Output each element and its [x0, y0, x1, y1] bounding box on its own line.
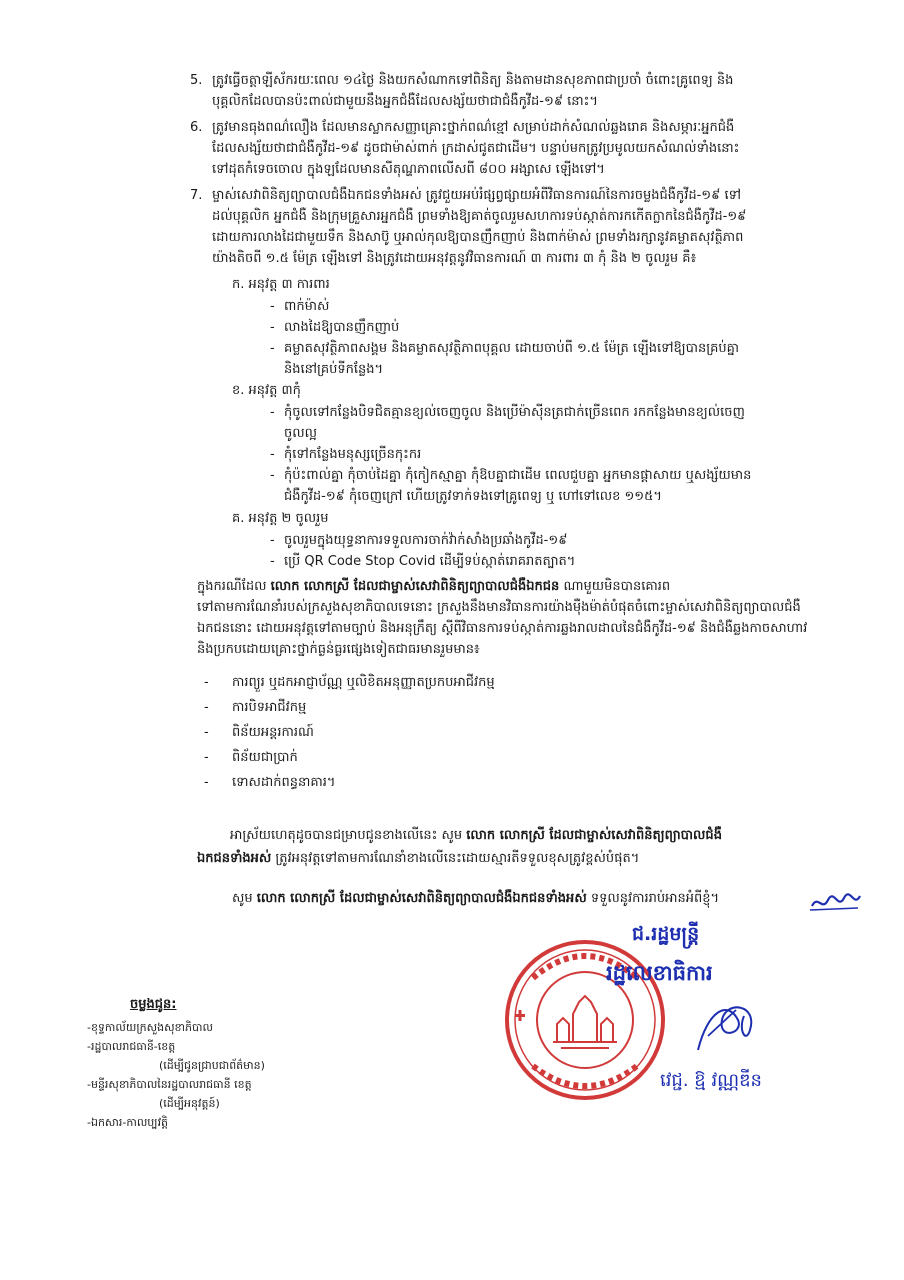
regards-line: សូម លោក លោកស្រី ដែលជាម្ចាស់សេវាពិនិត្យព្យាបាលជំងឺឯកជនទាំងអស់ ទទួលនូវការរាប់អានអំពីខ្ញុំ។: [232, 891, 720, 906]
handwritten-initial-icon: [808, 888, 864, 916]
list-item: - ការព្យួរ ឬដកអាជ្ញាប័ណ្ណ ឬលិខិតអនុញ្ញាតប្រកបអាជីវកម្ម: [204, 675, 495, 690]
group-heading: ក. អនុវត្ត ៣ ការពារ: [232, 277, 330, 292]
list-item: - ពិន័យជាប្រាក់: [204, 750, 298, 765]
list-item: (ដើម្បីអនុវត្តន៍): [159, 1097, 220, 1110]
list-item: -ខុទ្ទកាល័យក្រសួងសុខាភិបាល: [87, 1021, 213, 1034]
item-number: 5.: [190, 73, 203, 88]
bullet-list: - ពាក់ម៉ាស់ - លាងដៃឱ្យបានញឹកញាប់ - គម្លាតសុវត្ថិភាពសង្គម និងគម្លាតសុវត្ថិភាពបុគ្គល ដោយចាប់ពី ១.៥ ម៉ែត្រ ឡើងទៅឱ្យបានគ្រប់គ្នា និងនៅគ្រប់ទីកន្លែង។: [270, 296, 739, 380]
list-item: - ប្រើ QR Code Stop Covid ដើម្បីទប់ស្កាត់រោគរាតត្បាត។: [270, 554, 576, 569]
signature-role: រដ្ឋលេខាធិការ: [606, 961, 713, 985]
bullet-list: [270, 530, 575, 572]
list-item: - កុំប៉ះពាល់គ្នា កុំចាប់ដៃគ្នា កុំកៀកស្មាគ្នា កុំឱបគ្នាជាដើម ពេលជួបគ្នា អ្នកមានផ្តាសាយ ឬសង្ស័យមាន: [270, 468, 752, 483]
signatory-name: វេជ្ជ. ឱ្ម វណ្ណឌីន: [660, 1070, 762, 1091]
item-number: 7.: [190, 188, 203, 203]
penalty-paragraph: ក្នុងករណីដែល លោក លោកស្រី ដែលជាម្ចាស់សេវាពិនិត្យព្យាបាលជំងឺឯកជន ណាមួយមិនបានគោរព: [197, 579, 671, 594]
closing-paragraph: អាស្រ័យហេតុដូចបានជម្រាបជូនខាងលើនេះ សូម លោក លោកស្រី ដែលជាម្ចាស់សេវាពិនិត្យព្យាបាលជំងឺ: [230, 828, 722, 843]
bullet-list: - កុំចូលទៅកន្លែងបិទជិតគ្មានខ្យល់ចេញចូល និងប្រើម៉ាស៊ីនត្រជាក់ច្រើនពេក រកកន្លែងមានខ្យល់ចេញ ចូលល្អ - កុំទៅកន្លែងមនុស្សច្រើនកុះករ - កុំប៉ះពាល់គ្នា កុំចាប់ដៃគ្នា កុំកៀកស្មាគ្នា កុំឱបគ្នាជាដើម ពេលជួបគ្នា អ្នកមានផ្តាសាយ ឬសង្ស័យមាន ជំងឺកូវីដ-១៩ កុំចេញក្រៅ ហើយត្រូវទាក់ទងទៅគ្រូពេទ្យ ឬ ហៅទៅលេខ ១១៥។: [270, 402, 751, 507]
list-item: - លាងដៃឱ្យបានញឹកញាប់: [270, 320, 400, 335]
list-item: - កុំទៅកន្លែងមនុស្សច្រើនកុះករ: [270, 447, 422, 462]
list-item: -មន្ទីរសុខាភិបាលនៃរដ្ឋបាលរាជធានី ខេត្ត: [87, 1078, 252, 1091]
list-item: - ពិន័យអន្តរការណ៍: [204, 725, 314, 740]
signature-title: ជ.រដ្ឋមន្ត្រី: [632, 923, 700, 945]
item-7: ម្ចាស់សេវាពិនិត្យព្យាបាលជំងឺឯកជនទាំងអស់ ត្រូវជួយអប់រំផ្សព្វផ្សាយអំពីវិធានការណ៍នៃការចម្លងជំងឺកូវីដ-១៩ ទៅ ដល់បុគ្គលិក អ្នកជំងឺ និងក្រុមគ្រួសារអ្នកជំងឺ ព្រមទាំងឱ្យគាត់ចូលរួមសហការទប់ស្កាត់ការកកើតក្លាកនៃជំងឺកូវីដ-១៩ ដោយការលាងដៃជាមួយទឹក និងសាប៊ូ ឬអាល់កុលឱ្យបានញឹកញាប់ និងពាក់ម៉ាស់ ព្រមទាំងរក្សានូវគម្លាតសុវត្ថិភាព យ៉ាងតិចពី ១.៥ ម៉ែត្រ ឡើងទៅ និងត្រូវដោយអនុវត្តនូវវិធានការណ៍ ៣ ការពារ ៣ កុំ និង ២ ចូលរួម គឺ៖: [212, 188, 747, 266]
list-item: - គម្លាតសុវត្ថិភាពសង្គម និងគម្លាតសុវត្ថិភាពបុគ្គល ដោយចាប់ពី ១.៥ ម៉ែត្រ ឡើងទៅឱ្យបានគ្រប់គ្នា: [270, 341, 740, 356]
list-item: - ចូលរួមក្នុងយុទ្ធនាការទទួលការចាក់វ៉ាក់សាំងប្រឆាំងកូវីដ-១៩: [270, 533, 568, 548]
list-item: (ដើម្បីជូនជ្រាបជាព័ត៌មាន): [159, 1059, 265, 1072]
item-number: 6.: [190, 120, 203, 135]
penalty-paragraph-body: ទៅតាមការណែនាំរបស់ក្រសួងសុខាភិបាលទេនោះ ក្រសួងនឹងមានវិធានការយ៉ាងម៉ឺងម៉ាត់បំផុតចំពោះម្ចាស់សេវាពិនិត្យព្យាបាលជំងឺ ឯកជននោះ ដោយអនុវត្តទៅតាមច្បាប់ និងអនុក្រឹត្យ ស្តីពីវិធានការទប់ស្កាត់ការឆ្លងរាលដាលនៃជំងឺកូវីដ-១៩ និងជំងឺឆ្លងកាចសាហាវ និងប្រកបដោយគ្រោះថ្នាក់ធ្ងន់ធ្ងរផ្សេងទៀតជាធរមានរួមមាន៖: [197, 600, 808, 657]
item-6: ត្រូវមានធុងពណ៌លឿង ដែលមានស្លាកសញ្ញាគ្រោះថ្នាក់ពណ៌ខ្មៅ សម្រាប់ដាក់សំណល់ឆ្លងរោគ និងសម្ភារៈអ្នកជំងឺ ដែលសង្ស័យថាជាជំងឺកូវីដ-១៩ ដូចជាម៉ាស់ពាក់ ក្រដាស់ជូតជាដើម។ បន្ទាប់មកត្រូវប្រមូលយកសំណល់ទាំងនោះ ទៅដុតកំទេចចោល ក្នុងឡដែលមានសីតុណ្ហភាពលើសពី ៨០០ អង្សាសេ ឡើងទៅ។: [212, 120, 740, 177]
penalty-list: [204, 670, 495, 795]
list-item: - ពាក់ម៉ាស់: [270, 299, 330, 314]
list-item: - កុំចូលទៅកន្លែងបិទជិតគ្មានខ្យល់ចេញចូល និងប្រើម៉ាស៊ីនត្រជាក់ច្រើនពេក រកកន្លែងមានខ្យល់ចេញ: [270, 405, 745, 420]
group-heading: ខ. អនុវត្ត ៣កុំ: [232, 383, 301, 398]
list-item: - ទោសដាក់ពន្ធនាគារ។: [204, 775, 336, 790]
item-5: ត្រូវធ្វើចត្តាឡីស័ករយៈពេល ១៤ថ្ងៃ និងយកសំណាកទៅពិនិត្យ និងតាមដានសុខភាពជាប្រចាំ ចំពោះគ្រូពេទ្យ និង បុគ្គលិកដែលបានប៉ះពាល់ជាមួយនឹងអ្នកជំងឺដែលសង្ស័យថាជាជំងឺកូវីដ-១៩ នោះ។: [212, 73, 734, 109]
recipients-list: [87, 1018, 265, 1132]
signature-icon: [678, 990, 768, 1060]
list-item: -ឯកសារ-កាលប្បវត្តិ: [87, 1116, 169, 1129]
group-heading: គ. អនុវត្ត ២ ចូលរួម: [232, 511, 329, 526]
closing-paragraph-cont: ឯកជនទាំងអស់ ត្រូវអនុវត្តទៅតាមការណែនាំខាងលើនេះដោយស្មារតីទទួលខុសត្រូវខ្ពស់បំផុត។: [197, 851, 640, 866]
list-item: -រដ្ឋបាលរាជធានី-ខេត្ត: [87, 1040, 176, 1053]
recipients-heading: ចម្លងជូន:: [130, 997, 177, 1012]
list-item: - ការបិទអាជីវកម្ម: [204, 700, 307, 715]
